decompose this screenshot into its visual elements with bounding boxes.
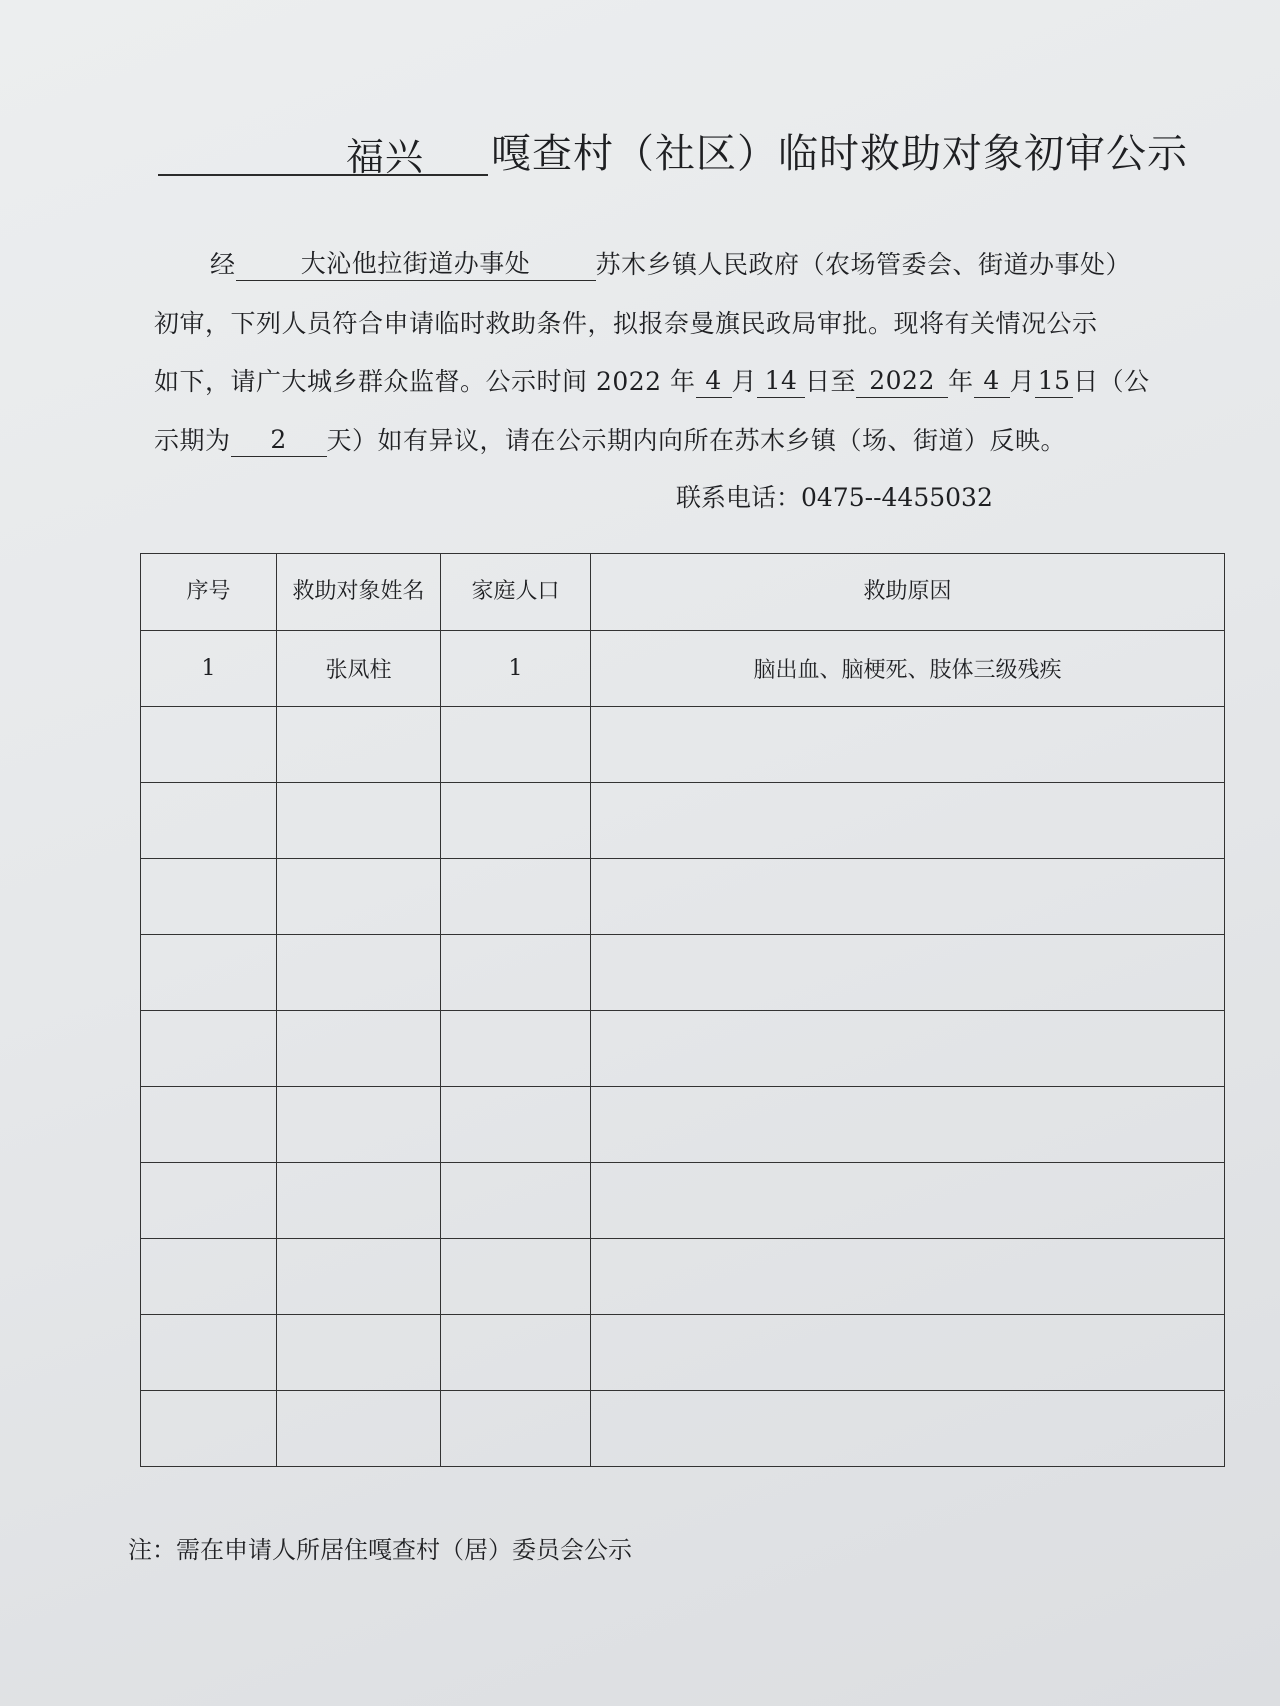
cell-reason — [591, 783, 1225, 859]
cell-reason — [591, 1315, 1225, 1391]
intro-line-3 — [154, 362, 1150, 398]
end-month-field: 4 — [974, 365, 1010, 398]
table-header-row — [141, 554, 1225, 631]
cell-reason — [591, 1011, 1225, 1087]
cell-serial — [141, 1087, 277, 1163]
header-recipient-name: 救助对象姓名 — [277, 554, 441, 631]
cell-serial — [141, 859, 277, 935]
cell-household — [441, 1087, 591, 1163]
table-row — [141, 859, 1225, 935]
relief-recipients-table — [140, 553, 1225, 1467]
cell-name — [277, 1391, 441, 1467]
table-row — [141, 707, 1225, 783]
cell-serial — [141, 1315, 277, 1391]
cell-serial — [141, 1163, 277, 1239]
table-row — [141, 1315, 1225, 1391]
intro-prefix: 经 — [210, 250, 236, 279]
table-row — [141, 1087, 1225, 1163]
cell-serial — [141, 1239, 277, 1315]
intro-line-1 — [210, 245, 1131, 281]
header-household-size: 家庭人口 — [441, 554, 591, 631]
table-row — [141, 1239, 1225, 1315]
cell-reason — [591, 935, 1225, 1011]
header-relief-reason: 救助原因 — [591, 554, 1225, 631]
end-day-field: 15 — [1035, 365, 1073, 398]
title-blank-line — [158, 118, 488, 176]
cell-name — [277, 1239, 441, 1315]
cell-household — [441, 935, 591, 1011]
start-day-field: 14 — [757, 365, 805, 398]
word-month: 月 — [731, 367, 758, 396]
cell-reason — [591, 859, 1225, 935]
cell-name — [277, 1087, 441, 1163]
document-title — [158, 118, 1198, 178]
intro-line-3-suffix: 日（公 — [1073, 367, 1150, 396]
title-text: 嘎查村（社区）临时救助对象初审公示 — [491, 131, 1188, 177]
table-row — [141, 1391, 1225, 1467]
table-row — [141, 783, 1225, 859]
intro-line-4 — [154, 421, 1066, 457]
cell-serial — [141, 935, 277, 1011]
cell-household — [441, 1011, 591, 1087]
intro-line-1-suffix: 苏木乡镇人民政府（农场管委会、街道办事处） — [595, 250, 1132, 279]
cell-household: 1 — [441, 631, 591, 707]
cell-serial: 1 — [141, 631, 277, 707]
intro-line-4-suffix: 天）如有异议，请在公示期内向所在苏木乡镇（场、街道）反映。 — [326, 426, 1067, 455]
table-row — [141, 631, 1225, 707]
cell-household — [441, 707, 591, 783]
cell-reason — [591, 1239, 1225, 1315]
cell-name — [277, 783, 441, 859]
end-year-field: 2022 — [856, 365, 948, 398]
cell-household — [441, 783, 591, 859]
table-row — [141, 1163, 1225, 1239]
contact-phone: 联系电话：0475--4455032 — [676, 483, 993, 512]
table-row — [141, 1011, 1225, 1087]
period-days-field: 2 — [231, 424, 327, 457]
start-month-field: 4 — [696, 365, 732, 398]
header-serial: 序号 — [141, 554, 277, 631]
cell-name — [277, 1011, 441, 1087]
cell-name — [277, 859, 441, 935]
cell-reason — [591, 1163, 1225, 1239]
cell-household — [441, 1239, 591, 1315]
cell-name: 张凤柱 — [277, 631, 441, 707]
word-month-2: 月 — [1009, 367, 1036, 396]
cell-serial — [141, 707, 277, 783]
cell-reason: 脑出血、脑梗死、肢体三级残疾 — [591, 631, 1225, 707]
cell-name — [277, 1163, 441, 1239]
cell-household — [441, 1315, 591, 1391]
cell-serial — [141, 783, 277, 859]
cell-reason — [591, 1391, 1225, 1467]
cell-reason — [591, 707, 1225, 783]
cell-household — [441, 859, 591, 935]
cell-household — [441, 1391, 591, 1467]
word-year: 年 — [948, 367, 974, 396]
cell-household — [441, 1163, 591, 1239]
cell-serial — [141, 1011, 277, 1087]
intro-line-2: 初审，下列人员符合申请临时救助条件，拟报奈曼旗民政局审批。现将有关情况公示 — [154, 309, 1098, 338]
word-day-to: 日至 — [805, 367, 857, 396]
cell-name — [277, 1315, 441, 1391]
cell-reason — [591, 1087, 1225, 1163]
intro-line-3-prefix: 如下，请广大城乡群众监督。公示时间 2022 年 — [154, 367, 696, 396]
office-name-field: 大沁他拉街道办事处 — [236, 248, 596, 281]
title-village-name: 福兴 — [346, 135, 425, 179]
table-row — [141, 935, 1225, 1011]
intro-line-4-prefix: 示期为 — [154, 426, 231, 455]
cell-serial — [141, 1391, 277, 1467]
cell-name — [277, 707, 441, 783]
cell-name — [277, 935, 441, 1011]
footnote: 注：需在申请人所居住嘎查村（居）委员会公示 — [128, 1536, 632, 1564]
